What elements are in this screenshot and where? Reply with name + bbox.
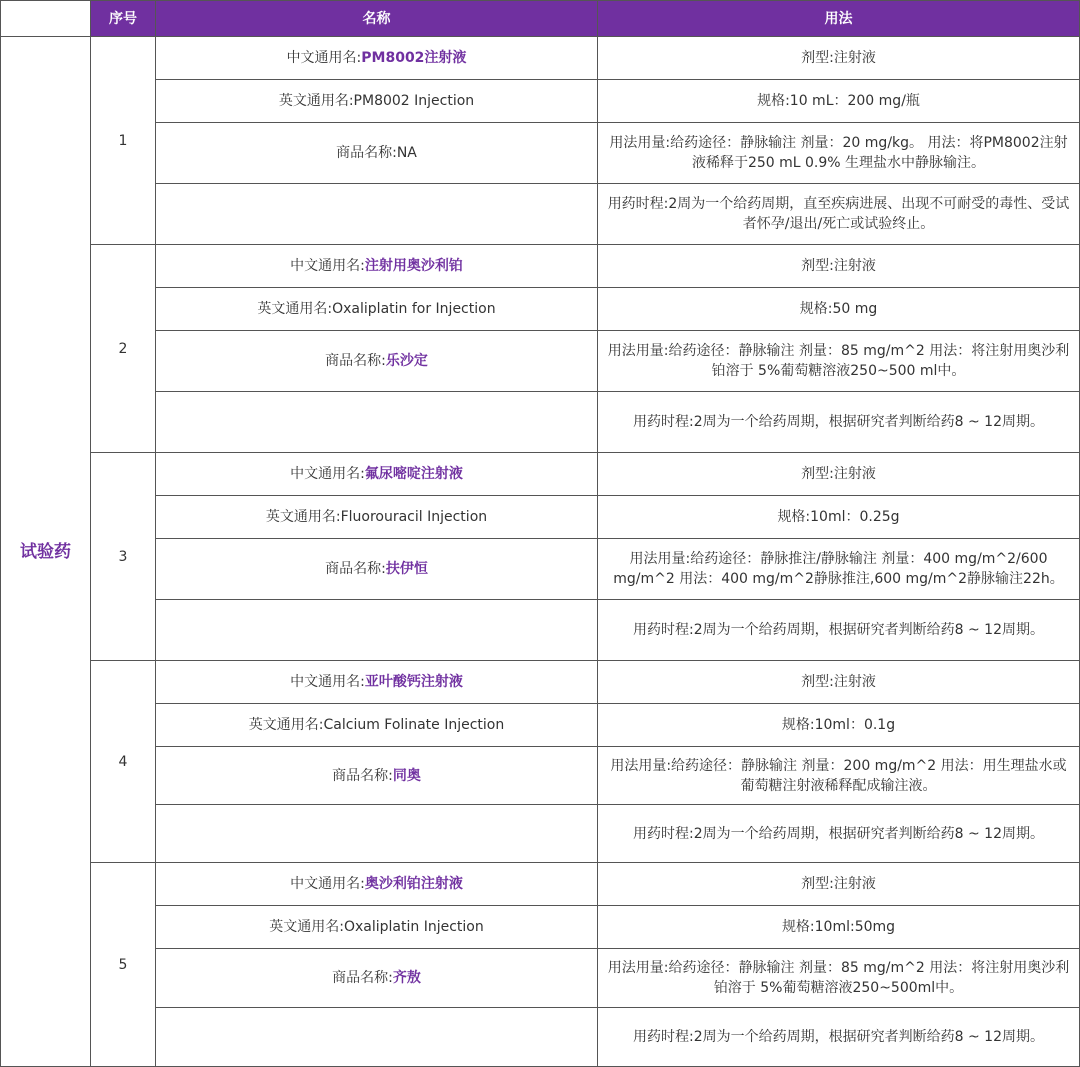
header-usage: 用法 xyxy=(598,1,1080,37)
table-row xyxy=(1,496,1080,539)
table-row xyxy=(1,392,1080,453)
table-row xyxy=(1,863,1080,906)
empty-cell xyxy=(156,1008,598,1067)
trade-name-value: 齐敖 xyxy=(392,970,421,986)
row-number: 1 xyxy=(91,37,156,245)
table-row xyxy=(1,539,1080,600)
en-name-cell xyxy=(156,906,598,949)
table-row xyxy=(1,1008,1080,1067)
row-number: 2 xyxy=(91,245,156,453)
cn-name-cell xyxy=(156,863,598,906)
cn-name-value: 氟尿嘧啶注射液 xyxy=(364,466,463,482)
table-row xyxy=(1,949,1080,1008)
cn-name-cell xyxy=(156,661,598,704)
table-row xyxy=(1,747,1080,805)
en-name-cell xyxy=(156,288,598,331)
trade-name-value: 扶伊恒 xyxy=(385,561,428,577)
trade-name-label: 商品名称: xyxy=(325,353,386,369)
dosage-form-cell: 剂型:注射液 xyxy=(598,661,1080,704)
category-label: 试验药 xyxy=(1,37,91,1067)
duration-cell: 用药时程:2周为一个给药周期，根据研究者判断给药8 ~ 12周期。 xyxy=(598,805,1080,863)
empty-cell xyxy=(156,805,598,863)
row-number: 5 xyxy=(91,863,156,1067)
en-name-cell xyxy=(156,496,598,539)
cn-name-cell xyxy=(156,453,598,496)
table-row xyxy=(1,37,1080,80)
trade-name-cell xyxy=(156,123,598,184)
en-name-value: PM8002 Injection xyxy=(353,93,475,109)
trade-name-cell xyxy=(156,331,598,392)
trade-name-label: 商品名称: xyxy=(332,970,393,986)
trade-name-value: NA xyxy=(396,145,417,161)
dosage-form-cell: 剂型:注射液 xyxy=(598,245,1080,288)
dosage-form-cell: 剂型:注射液 xyxy=(598,453,1080,496)
table-row xyxy=(1,80,1080,123)
table-row xyxy=(1,288,1080,331)
trade-name-value: 同奥 xyxy=(392,767,421,784)
spec-cell: 规格:10ml：0.1g xyxy=(598,704,1080,747)
usage-cell: 用法用量:给药途径：静脉输注 剂量：85 mg/m^2 用法：将注射用奥沙利铂溶于 5%葡萄糖溶液250~500 ml中。 xyxy=(598,331,1080,392)
table-row xyxy=(1,805,1080,863)
cn-name-label: 中文通用名: xyxy=(290,466,365,482)
table-row xyxy=(1,184,1080,245)
cn-name-cell xyxy=(156,245,598,288)
duration-cell: 用药时程:2周为一个给药周期，根据研究者判断给药8 ~ 12周期。 xyxy=(598,392,1080,453)
trade-name-label: 商品名称: xyxy=(332,767,393,784)
duration-cell: 用药时程:2周为一个给药周期，根据研究者判断给药8 ~ 12周期。 xyxy=(598,600,1080,661)
cn-name-label: 中文通用名: xyxy=(286,50,362,66)
en-name-value: Oxaliplatin for Injection xyxy=(332,301,496,317)
header-row xyxy=(1,1,1080,37)
dosage-form-cell: 剂型:注射液 xyxy=(598,37,1080,80)
header-seq: 序号 xyxy=(91,1,156,37)
cn-name-label: 中文通用名: xyxy=(290,674,365,690)
empty-cell xyxy=(156,600,598,661)
table-row xyxy=(1,906,1080,949)
usage-cell: 用法用量:给药途径：静脉推注/静脉输注 剂量：400 mg/m^2/600 mg/m^2 用法：400 mg/m^2静脉推注,600 mg/m^2静脉输注22h。 xyxy=(598,539,1080,600)
cn-name-value: 注射用奥沙利铂 xyxy=(364,258,463,274)
trade-name-cell xyxy=(156,747,598,805)
usage-cell: 用法用量:给药途径：静脉输注 剂量：20 mg/kg。 用法：将PM8002注射液稀释于250 mL 0.9% 生理盐水中静脉输注。 xyxy=(598,123,1080,184)
table-row xyxy=(1,245,1080,288)
row-number: 3 xyxy=(91,453,156,661)
table-row xyxy=(1,704,1080,747)
usage-cell: 用法用量:给药途径：静脉输注 剂量：200 mg/m^2 用法：用生理盐水或葡萄糖注射液稀释配成输注液。 xyxy=(598,747,1080,805)
trade-name-value: 乐沙定 xyxy=(385,353,428,369)
cn-name-value: 奥沙利铂注射液 xyxy=(364,876,463,892)
trade-name-label: 商品名称: xyxy=(325,561,386,577)
duration-cell: 用药时程:2周为一个给药周期，根据研究者判断给药8 ~ 12周期。 xyxy=(598,1008,1080,1067)
trade-name-cell xyxy=(156,539,598,600)
spec-cell: 规格:10ml:50mg xyxy=(598,906,1080,949)
trade-name-label: 商品名称: xyxy=(336,145,397,161)
table-row xyxy=(1,661,1080,704)
spec-cell: 规格:10 mL：200 mg/瓶 xyxy=(598,80,1080,123)
table-row xyxy=(1,331,1080,392)
en-name-cell xyxy=(156,704,598,747)
cn-name-cell xyxy=(156,37,598,80)
duration-cell: 用药时程:2周为一个给药周期，直至疾病进展、出现不可耐受的毒性、受试者怀孕/退出/死亡或试验终止。 xyxy=(598,184,1080,245)
table-row xyxy=(1,453,1080,496)
dosage-form-cell: 剂型:注射液 xyxy=(598,863,1080,906)
row-number: 4 xyxy=(91,661,156,863)
en-name-label: 英文通用名: xyxy=(278,93,354,109)
usage-cell: 用法用量:给药途径：静脉输注 剂量：85 mg/m^2 用法：将注射用奥沙利铂溶于 5%葡萄糖溶液250~500ml中。 xyxy=(598,949,1080,1008)
table-row xyxy=(1,123,1080,184)
en-name-value: Calcium Folinate Injection xyxy=(323,717,505,733)
trade-name-cell xyxy=(156,949,598,1008)
cn-name-value: PM8002注射液 xyxy=(361,50,467,66)
cn-name-label: 中文通用名: xyxy=(290,258,365,274)
en-name-label: 英文通用名: xyxy=(248,717,324,733)
en-name-value: Oxaliplatin Injection xyxy=(343,919,484,935)
spec-cell: 规格:50 mg xyxy=(598,288,1080,331)
empty-cell xyxy=(156,184,598,245)
en-name-cell xyxy=(156,80,598,123)
empty-cell xyxy=(156,392,598,453)
header-blank-cell xyxy=(1,1,91,37)
en-name-label: 英文通用名: xyxy=(257,301,333,317)
cn-name-label: 中文通用名: xyxy=(290,876,365,892)
cn-name-value: 亚叶酸钙注射液 xyxy=(364,674,463,690)
en-name-value: Fluorouracil Injection xyxy=(340,509,488,525)
header-name: 名称 xyxy=(156,1,598,37)
en-name-label: 英文通用名: xyxy=(269,919,344,935)
en-name-label: 英文通用名: xyxy=(265,509,341,525)
spec-cell: 规格:10ml：0.25g xyxy=(598,496,1080,539)
table-row xyxy=(1,600,1080,661)
